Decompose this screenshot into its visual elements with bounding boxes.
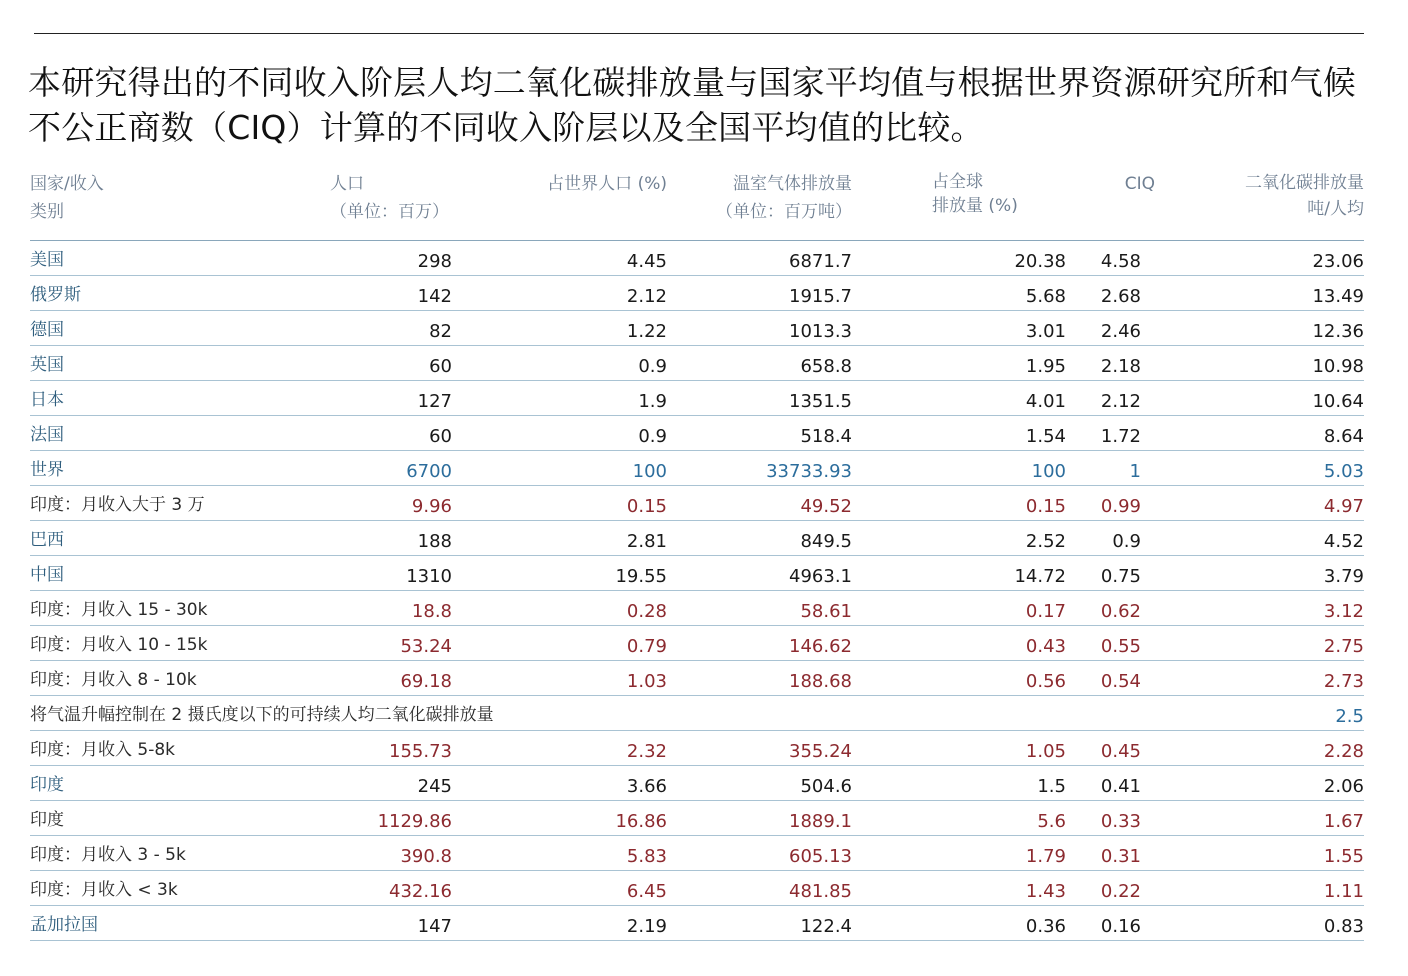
cell-population: 155.73 (389, 740, 452, 762)
cell-global_pct: 2.52 (1025, 530, 1066, 552)
cell-per_capita: 1.11 (1323, 880, 1364, 902)
cell-per_capita: 2.5 (1335, 705, 1364, 727)
table-row (30, 870, 1364, 905)
cell-ghg: 1013.3 (789, 320, 852, 342)
table-row (30, 380, 1364, 415)
row-label: 巴西 (30, 529, 64, 550)
header-per-capita: 二氧化碳排放量 吨/人均 (1245, 173, 1364, 219)
table-row (30, 730, 1364, 765)
row-label: 将气温升幅控制在 2 摄氏度以下的可持续人均二氧化碳排放量 (30, 704, 494, 725)
cell-population: 53.24 (400, 635, 452, 657)
row-label: 德国 (30, 319, 64, 340)
cell-per_capita: 4.52 (1323, 530, 1364, 552)
cell-ghg: 188.68 (789, 670, 852, 692)
cell-global_pct: 0.17 (1025, 600, 1066, 622)
table-row (30, 800, 1364, 835)
row-label: 法国 (30, 424, 64, 445)
cell-population: 142 (417, 285, 452, 307)
row-label: 世界 (30, 459, 64, 480)
cell-ghg: 122.4 (800, 915, 852, 937)
cell-ciq: 2.46 (1100, 320, 1141, 342)
cell-ghg: 4963.1 (789, 565, 852, 587)
cell-ciq: 0.41 (1100, 775, 1141, 797)
cell-population: 9.96 (411, 495, 452, 517)
cell-ciq: 0.75 (1100, 565, 1141, 587)
header-ghg: 温室气体排放量 （单位：百万吨） (716, 174, 852, 222)
cell-world_pct: 100 (632, 460, 667, 482)
cell-population: 127 (417, 390, 452, 412)
header-category: 国家/收入 类别 (30, 174, 104, 222)
cell-global_pct: 1.95 (1025, 355, 1066, 377)
cell-ghg: 658.8 (800, 355, 852, 377)
table-row (30, 765, 1364, 800)
cell-ghg: 504.6 (800, 775, 852, 797)
table-row (30, 660, 1364, 695)
cell-population: 188 (417, 530, 452, 552)
page-title: 本研究得出的不同收入阶层人均二氧化碳排放量与国家平均值与根据世界资源研究所和气候不公正商数（CIQ）计算的不同收入阶层以及全国平均值的比较。 (28, 63, 1356, 147)
table-row (30, 835, 1364, 870)
table-row (30, 905, 1364, 940)
cell-global_pct: 20.38 (1014, 250, 1066, 272)
cell-population: 390.8 (400, 845, 452, 867)
cell-global_pct: 0.36 (1025, 915, 1066, 937)
cell-world_pct: 0.15 (626, 495, 667, 517)
cell-ciq: 2.12 (1100, 390, 1141, 412)
cell-ciq: 0.62 (1100, 600, 1141, 622)
table-row (30, 415, 1364, 450)
cell-global_pct: 1.79 (1025, 845, 1066, 867)
cell-ghg: 33733.93 (766, 460, 852, 482)
header-global-share: 占全球 排放量 (%) (932, 172, 1018, 216)
cell-per_capita: 3.79 (1323, 565, 1364, 587)
cell-ciq: 1 (1129, 460, 1141, 482)
table-row (30, 555, 1364, 590)
cell-global_pct: 5.68 (1025, 285, 1066, 307)
cell-global_pct: 4.01 (1025, 390, 1066, 412)
cell-ciq: 0.22 (1100, 880, 1141, 902)
cell-world_pct: 5.83 (626, 845, 667, 867)
cell-world_pct: 2.32 (626, 740, 667, 762)
cell-global_pct: 0.43 (1025, 635, 1066, 657)
cell-per_capita: 10.64 (1312, 390, 1364, 412)
cell-global_pct: 3.01 (1025, 320, 1066, 342)
cell-world_pct: 0.9 (638, 425, 667, 447)
cell-ghg: 146.62 (789, 635, 852, 657)
row-label: 印度：月收入 < 3k (30, 879, 178, 900)
cell-ciq: 0.45 (1100, 740, 1141, 762)
cell-ciq: 0.99 (1100, 495, 1141, 517)
table-row (30, 520, 1364, 555)
row-label: 印度：月收入 5-8k (30, 739, 176, 760)
table-row (30, 590, 1364, 625)
cell-global_pct: 100 (1031, 460, 1066, 482)
cell-per_capita: 1.67 (1323, 810, 1364, 832)
emissions-table (30, 166, 1364, 941)
table-row (30, 240, 1364, 275)
cell-ciq: 0.31 (1100, 845, 1141, 867)
cell-per_capita: 23.06 (1312, 250, 1364, 272)
cell-world_pct: 2.12 (626, 285, 667, 307)
cell-population: 60 (429, 425, 452, 447)
cell-global_pct: 14.72 (1014, 565, 1066, 587)
cell-global_pct: 0.15 (1025, 495, 1066, 517)
cell-population: 6700 (406, 460, 452, 482)
cell-global_pct: 1.05 (1025, 740, 1066, 762)
cell-world_pct: 0.79 (626, 635, 667, 657)
cell-ghg: 1889.1 (789, 810, 852, 832)
cell-ghg: 481.85 (789, 880, 852, 902)
cell-world_pct: 1.9 (638, 390, 667, 412)
row-label: 印度 (30, 809, 64, 830)
cell-world_pct: 1.22 (626, 320, 667, 342)
cell-per_capita: 12.36 (1312, 320, 1364, 342)
cell-global_pct: 1.43 (1025, 880, 1066, 902)
cell-population: 147 (417, 915, 452, 937)
cell-ghg: 1351.5 (789, 390, 852, 412)
row-label: 印度：月收入大于 3 万 (30, 494, 205, 515)
cell-ghg: 605.13 (789, 845, 852, 867)
header-population: 人口 （单位：百万） (330, 174, 449, 222)
cell-world_pct: 0.28 (626, 600, 667, 622)
cell-global_pct: 5.6 (1037, 810, 1066, 832)
cell-ghg: 6871.7 (789, 250, 852, 272)
row-label: 俄罗斯 (30, 284, 81, 305)
cell-world_pct: 1.03 (626, 670, 667, 692)
table-row (30, 345, 1364, 380)
cell-per_capita: 0.83 (1323, 915, 1364, 937)
cell-ghg: 849.5 (800, 530, 852, 552)
row-label: 印度：月收入 8 - 10k (30, 669, 197, 690)
cell-ciq: 0.55 (1100, 635, 1141, 657)
cell-ghg: 355.24 (789, 740, 852, 762)
cell-ghg: 1915.7 (789, 285, 852, 307)
cell-population: 18.8 (411, 600, 452, 622)
cell-world_pct: 3.66 (626, 775, 667, 797)
cell-per_capita: 2.28 (1323, 740, 1364, 762)
top-rule (34, 33, 1364, 34)
cell-population: 69.18 (400, 670, 452, 692)
cell-population: 1129.86 (377, 810, 452, 832)
cell-global_pct: 1.5 (1037, 775, 1066, 797)
cell-world_pct: 19.55 (615, 565, 667, 587)
table-row (30, 275, 1364, 310)
row-label: 英国 (30, 354, 64, 375)
cell-ghg: 58.61 (800, 600, 852, 622)
cell-world_pct: 6.45 (626, 880, 667, 902)
header-ciq: CIQ (1124, 174, 1155, 194)
row-label: 印度 (30, 774, 64, 795)
cell-world_pct: 4.45 (626, 250, 667, 272)
row-label: 印度：月收入 10 - 15k (30, 634, 208, 655)
cell-ciq: 0.33 (1100, 810, 1141, 832)
cell-ciq: 2.68 (1100, 285, 1141, 307)
row-label: 美国 (30, 249, 64, 270)
cell-global_pct: 1.54 (1025, 425, 1066, 447)
cell-per_capita: 10.98 (1312, 355, 1364, 377)
cell-ciq: 0.54 (1100, 670, 1141, 692)
table-header-row (30, 166, 1364, 240)
cell-population: 82 (429, 320, 452, 342)
cell-world_pct: 0.9 (638, 355, 667, 377)
header-world-pop-share: 占世界人口 (%) (547, 174, 667, 194)
cell-per_capita: 2.06 (1323, 775, 1364, 797)
cell-world_pct: 2.19 (626, 915, 667, 937)
table-row (30, 485, 1364, 520)
cell-population: 298 (417, 250, 452, 272)
cell-world_pct: 16.86 (615, 810, 667, 832)
cell-ghg: 49.52 (800, 495, 852, 517)
cell-population: 60 (429, 355, 452, 377)
row-label: 印度：月收入 3 - 5k (30, 844, 186, 865)
cell-ciq: 0.16 (1100, 915, 1141, 937)
cell-per_capita: 4.97 (1323, 495, 1364, 517)
table-row (30, 450, 1364, 485)
cell-per_capita: 1.55 (1323, 845, 1364, 867)
cell-ciq: 2.18 (1100, 355, 1141, 377)
cell-ciq: 4.58 (1100, 250, 1141, 272)
table-row (30, 625, 1364, 660)
cell-per_capita: 5.03 (1323, 460, 1364, 482)
row-label: 日本 (30, 389, 64, 410)
cell-ciq: 0.9 (1112, 530, 1141, 552)
cell-population: 245 (417, 775, 452, 797)
table-row (30, 310, 1364, 345)
row-label: 中国 (30, 564, 64, 585)
cell-per_capita: 8.64 (1323, 425, 1364, 447)
cell-population: 432.16 (389, 880, 452, 902)
cell-per_capita: 13.49 (1312, 285, 1364, 307)
cell-global_pct: 0.56 (1025, 670, 1066, 692)
cell-population: 1310 (406, 565, 452, 587)
row-label: 印度：月收入 15 - 30k (30, 599, 208, 620)
cell-ghg: 518.4 (800, 425, 852, 447)
cell-per_capita: 2.75 (1323, 635, 1364, 657)
table-row (30, 695, 1364, 730)
cell-ciq: 1.72 (1100, 425, 1141, 447)
cell-per_capita: 3.12 (1323, 600, 1364, 622)
cell-world_pct: 2.81 (626, 530, 667, 552)
cell-per_capita: 2.73 (1323, 670, 1364, 692)
row-label: 孟加拉国 (30, 914, 98, 935)
